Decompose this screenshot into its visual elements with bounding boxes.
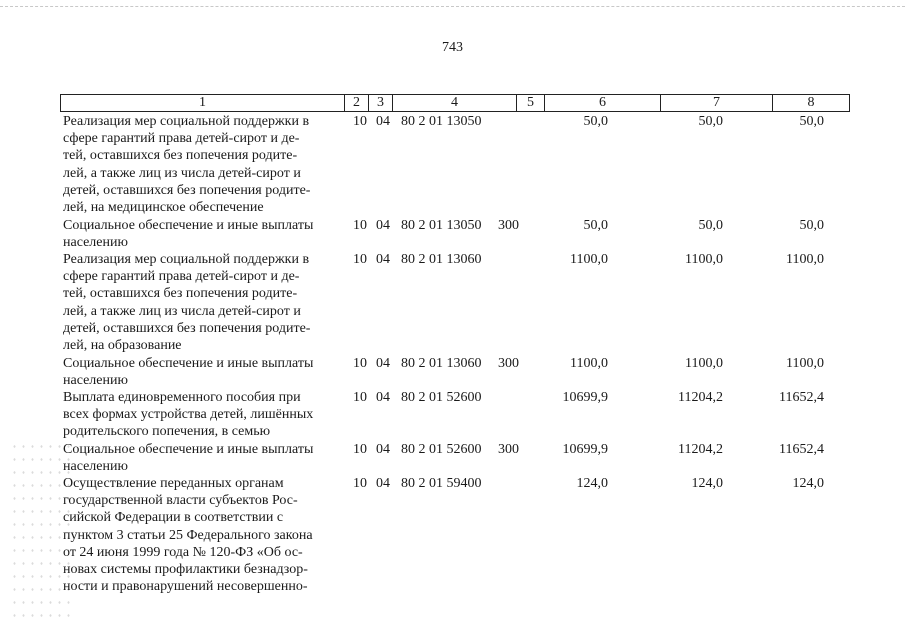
- row-name: [63, 251, 351, 354]
- row-name-line: Реализация мер социальной поддержки в: [63, 114, 310, 129]
- row-name-line: лей, на медицинское обеспечение: [63, 200, 264, 216]
- row-name-line: от 24 июня 1999 года № 120-ФЗ «Об ос-: [63, 544, 303, 560]
- header-col-2: 2: [345, 95, 369, 111]
- cell-c6: 1100,0: [570, 356, 608, 371]
- header-col-5: 5: [517, 95, 545, 111]
- scan-edge: [0, 6, 905, 8]
- cell-c5: 300: [498, 218, 519, 233]
- row-name: [63, 355, 351, 389]
- cell-c7: 1100,0: [685, 356, 723, 371]
- cell-c6: 124,0: [576, 476, 608, 491]
- row-name-line: Осуществление переданных органам: [63, 476, 284, 491]
- cell-c2: 10: [353, 356, 367, 371]
- row-name-line: государственной власти субъектов Рос-: [63, 493, 298, 509]
- cell-c6: 10699,9: [562, 390, 608, 405]
- header-col-8: 8: [807, 95, 815, 110]
- cell-c7: 11204,2: [678, 442, 723, 457]
- row-name-line: Выплата единовременного пособия при: [63, 390, 301, 405]
- row-name-line: населению: [63, 235, 128, 251]
- cell-c2: 10: [353, 114, 367, 129]
- table-header: [60, 94, 850, 112]
- cell-c4: 80 2 01 52600: [401, 390, 482, 405]
- cell-c8: 124,0: [792, 476, 824, 491]
- cell-c4: 80 2 01 52600: [401, 442, 482, 457]
- cell-c2: 10: [353, 442, 367, 457]
- cell-c7: 50,0: [698, 114, 723, 129]
- cell-c3: 04: [376, 356, 390, 371]
- cell-c6: 50,0: [583, 218, 608, 233]
- cell-c3: 04: [376, 218, 390, 233]
- row-name: [63, 217, 351, 251]
- cell-c3: 04: [376, 442, 390, 457]
- header-col-4: 4: [393, 95, 517, 111]
- row-name-line: ности и правонарушений несовершенно-: [63, 579, 308, 595]
- row-name-line: тей, оставшихся без попечения родите-: [63, 148, 298, 164]
- header-col-6: 6: [545, 95, 661, 111]
- cell-c8: 50,0: [799, 218, 824, 233]
- cell-c6: 1100,0: [570, 252, 608, 267]
- row-name-line: новах системы профилактики безнадзор-: [63, 562, 308, 578]
- row-name-line: сийской Федерации в соответствии с: [63, 510, 284, 526]
- row-name: [63, 389, 351, 441]
- row-name-line: всех формах устройства детей, лишённых: [63, 407, 314, 423]
- row-name-line: родительского попечения, в семью: [63, 424, 271, 440]
- cell-c4: 80 2 01 13050: [401, 218, 482, 233]
- row-name: [63, 441, 351, 475]
- row-name-line: Социальное обеспечение и иные выплаты: [63, 442, 314, 457]
- cell-c8: 1100,0: [786, 356, 824, 371]
- cell-c3: 04: [376, 390, 390, 405]
- row-name-line: тей, оставшихся без попечения родите-: [63, 286, 298, 302]
- row-name: [63, 475, 351, 595]
- page-number: 743: [442, 40, 463, 55]
- cell-c3: 04: [376, 114, 390, 129]
- cell-c7: 50,0: [698, 218, 723, 233]
- header-col-3: 3: [369, 95, 393, 111]
- cell-c2: 10: [353, 218, 367, 233]
- cell-c4: 80 2 01 59400: [401, 476, 482, 491]
- header-col-7: 7: [661, 95, 773, 111]
- row-name-line: лей, а также лиц из числа детей-сирот и: [63, 303, 301, 319]
- row-name: [63, 113, 351, 216]
- cell-c5: 300: [498, 442, 519, 457]
- cell-c4: 80 2 01 13060: [401, 356, 482, 371]
- row-name-line: детей, оставшихся без попечения родите-: [63, 182, 311, 198]
- cell-c6: 10699,9: [562, 442, 608, 457]
- cell-c8: 11652,4: [779, 390, 824, 405]
- cell-c6: 50,0: [583, 114, 608, 129]
- cell-c7: 11204,2: [678, 390, 723, 405]
- cell-c8: 1100,0: [786, 252, 824, 267]
- cell-c8: 11652,4: [779, 442, 824, 457]
- cell-c2: 10: [353, 252, 367, 267]
- row-name-line: пунктом 3 статьи 25 Федерального закона: [63, 527, 313, 543]
- row-name-line: сфере гарантий права детей-сирот и де-: [63, 131, 300, 147]
- row-name-line: лей, на образование: [63, 338, 182, 354]
- cell-c8: 50,0: [799, 114, 824, 129]
- cell-c2: 10: [353, 476, 367, 491]
- header-col-1: 1: [61, 95, 345, 111]
- row-name-line: населению: [63, 459, 128, 475]
- row-name-line: Социальное обеспечение и иные выплаты: [63, 356, 314, 371]
- cell-c3: 04: [376, 252, 390, 267]
- cell-c2: 10: [353, 390, 367, 405]
- cell-c7: 124,0: [691, 476, 723, 491]
- cell-c3: 04: [376, 476, 390, 491]
- row-name-line: населению: [63, 373, 128, 389]
- row-name-line: лей, а также лиц из числа детей-сирот и: [63, 165, 301, 181]
- cell-c4: 80 2 01 13050: [401, 114, 482, 129]
- cell-c4: 80 2 01 13060: [401, 252, 482, 267]
- row-name-line: Реализация мер социальной поддержки в: [63, 252, 310, 267]
- row-name-line: Социальное обеспечение и иные выплаты: [63, 218, 314, 233]
- cell-c7: 1100,0: [685, 252, 723, 267]
- scan-noise: [10, 440, 70, 620]
- row-name-line: детей, оставшихся без попечения родите-: [63, 320, 311, 336]
- cell-c5: 300: [498, 356, 519, 371]
- row-name-line: сфере гарантий права детей-сирот и де-: [63, 269, 300, 285]
